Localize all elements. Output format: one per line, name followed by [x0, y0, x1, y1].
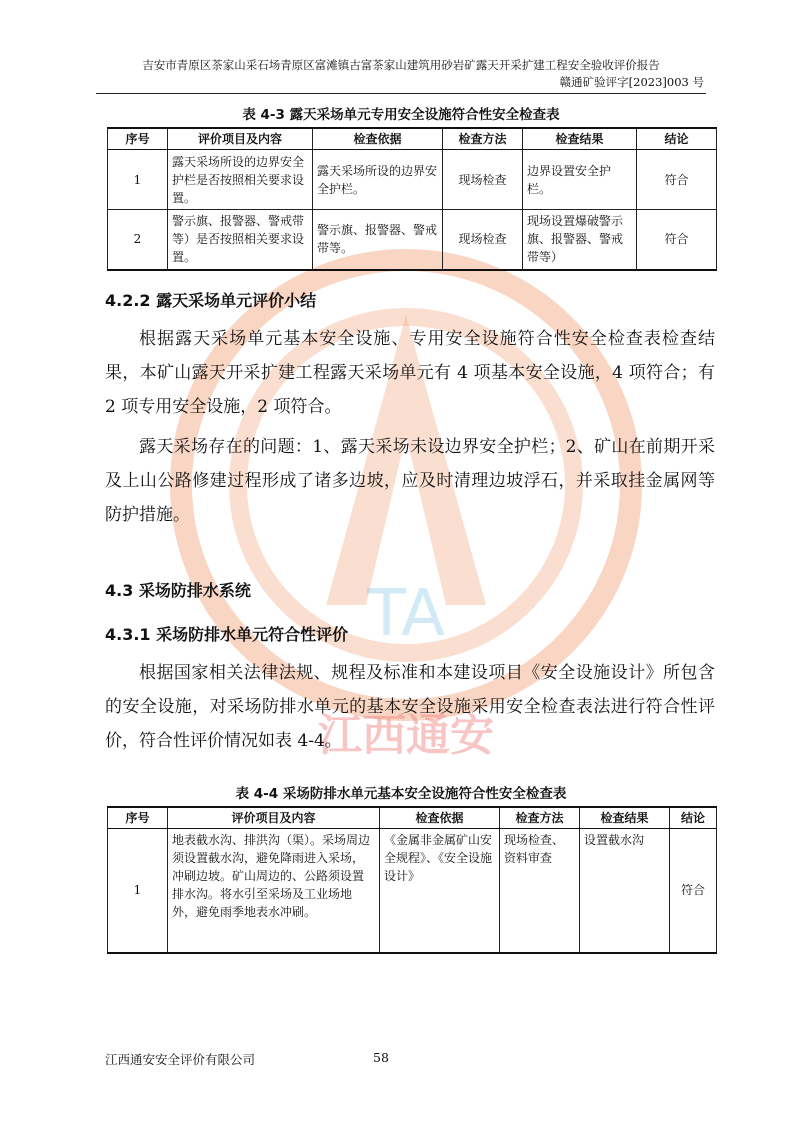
section-4-3-heading: 4.3 采场防排水系统 — [105, 581, 251, 600]
table-header-row — [108, 807, 717, 829]
cell-method: 现场检查 — [443, 150, 523, 210]
col-header-item: 评价项目及内容 — [168, 128, 313, 150]
section-4-3-1-heading: 4.3.1 采场防排水单元符合性评价 — [105, 625, 349, 644]
section-4-2-2-paragraph-2: 露天采场存在的问题：1、露天采场未设边界安全护栏；2、矿山在前期开采及上山公路修建过程形成了诸多边坡，应及时清理边坡浮石，并采取挂金属网等防护措施。 — [105, 437, 715, 525]
col-header-method: 检查方法 — [443, 128, 523, 150]
table-4-3-caption: 表 4-3 露天采场单元专用安全设施符合性安全检查表 — [242, 107, 560, 123]
cell-result: 设置截水沟 — [580, 829, 670, 953]
section-4-2-2-heading: 4.2.2 露天采场单元评价小结 — [105, 291, 317, 310]
footer-company-name: 江西通安安全评价有限公司 — [105, 1052, 256, 1067]
table-row — [108, 829, 717, 953]
table-4-3 — [107, 127, 717, 271]
col-header-index: 序号 — [108, 807, 168, 829]
cell-basis: 警示旗、报警器、警戒带等。 — [313, 210, 443, 270]
cell-index: 1 — [108, 829, 168, 953]
col-header-result: 检查结果 — [523, 128, 637, 150]
cell-conclusion: 符合 — [670, 829, 717, 953]
svg-text:江西通安: 江西通安 — [318, 710, 494, 761]
col-header-index: 序号 — [108, 128, 168, 150]
table-row — [108, 150, 717, 210]
col-header-basis: 检查依据 — [380, 807, 500, 829]
col-header-conclusion: 结论 — [637, 128, 717, 150]
section-4-2-2-paragraph-1: 根据露天采场单元基本安全设施、专用安全设施符合性安全检查表检查结果，本矿山露天开采扩建工程露天采场单元有 4 项基本安全设施，4 项符合；有 2 项专用安全设施，2 项符合。 — [105, 329, 715, 417]
report-number-header: 赣通矿验评字[2023]003 号 — [559, 75, 704, 89]
col-header-method: 检查方法 — [500, 807, 580, 829]
cell-item: 地表截水沟、排洪沟（渠）。采场周边须设置截水沟，避免降雨进入采场，冲刷边坡。矿山周边的、公路须设置排水沟。将水引至采场及工业场地外，避免雨季地表水冲刷。 — [168, 829, 380, 953]
col-header-item: 评价项目及内容 — [168, 807, 380, 829]
cell-item: 警示旗、报警器、警戒带等）是否按照相关要求设置。 — [168, 210, 313, 270]
cell-method: 现场检查、资料审查 — [500, 829, 580, 953]
cell-method: 现场检查 — [443, 210, 523, 270]
section-4-3-1-paragraph: 根据国家相关法律法规、规程及标准和本建设项目《安全设施设计》所包含的安全设施，对采场防排水单元的基本安全设施采用安全检查表法进行符合性评价，符合性评价情况如表 4-4。 — [105, 663, 715, 751]
table-4-4-caption: 表 4-4 采场防排水单元基本安全设施符合性安全检查表 — [235, 786, 567, 802]
table-row — [108, 210, 717, 270]
cell-item: 露天采场所设的边界安全护栏是否按照相关要求设置。 — [168, 150, 313, 210]
page-number: 58 — [373, 1050, 389, 1065]
cell-index: 1 — [108, 150, 168, 210]
cell-conclusion: 符合 — [637, 150, 717, 210]
header-divider — [96, 93, 706, 94]
table-header-row — [108, 128, 717, 150]
col-header-basis: 检查依据 — [313, 128, 443, 150]
cell-index: 2 — [108, 210, 168, 270]
table-4-4 — [107, 806, 717, 954]
svg-text:TA: TA — [367, 577, 445, 651]
col-header-result: 检查结果 — [580, 807, 670, 829]
cell-result: 现场设置爆破警示旗、报警器、警戒带等） — [523, 210, 637, 270]
report-title-header: 吉安市青原区茶家山采石场青原区富滩镇古富茶家山建筑用砂岩矿露天开采扩建工程安全验收评价报告 — [142, 58, 660, 72]
cell-conclusion: 符合 — [637, 210, 717, 270]
col-header-conclusion: 结论 — [670, 807, 717, 829]
cell-basis: 露天采场所设的边界安全护栏。 — [313, 150, 443, 210]
cell-basis: 《金属非金属矿山安全规程》、《安全设施设计》 — [380, 829, 500, 953]
cell-result: 边界设置安全护栏。 — [523, 150, 637, 210]
